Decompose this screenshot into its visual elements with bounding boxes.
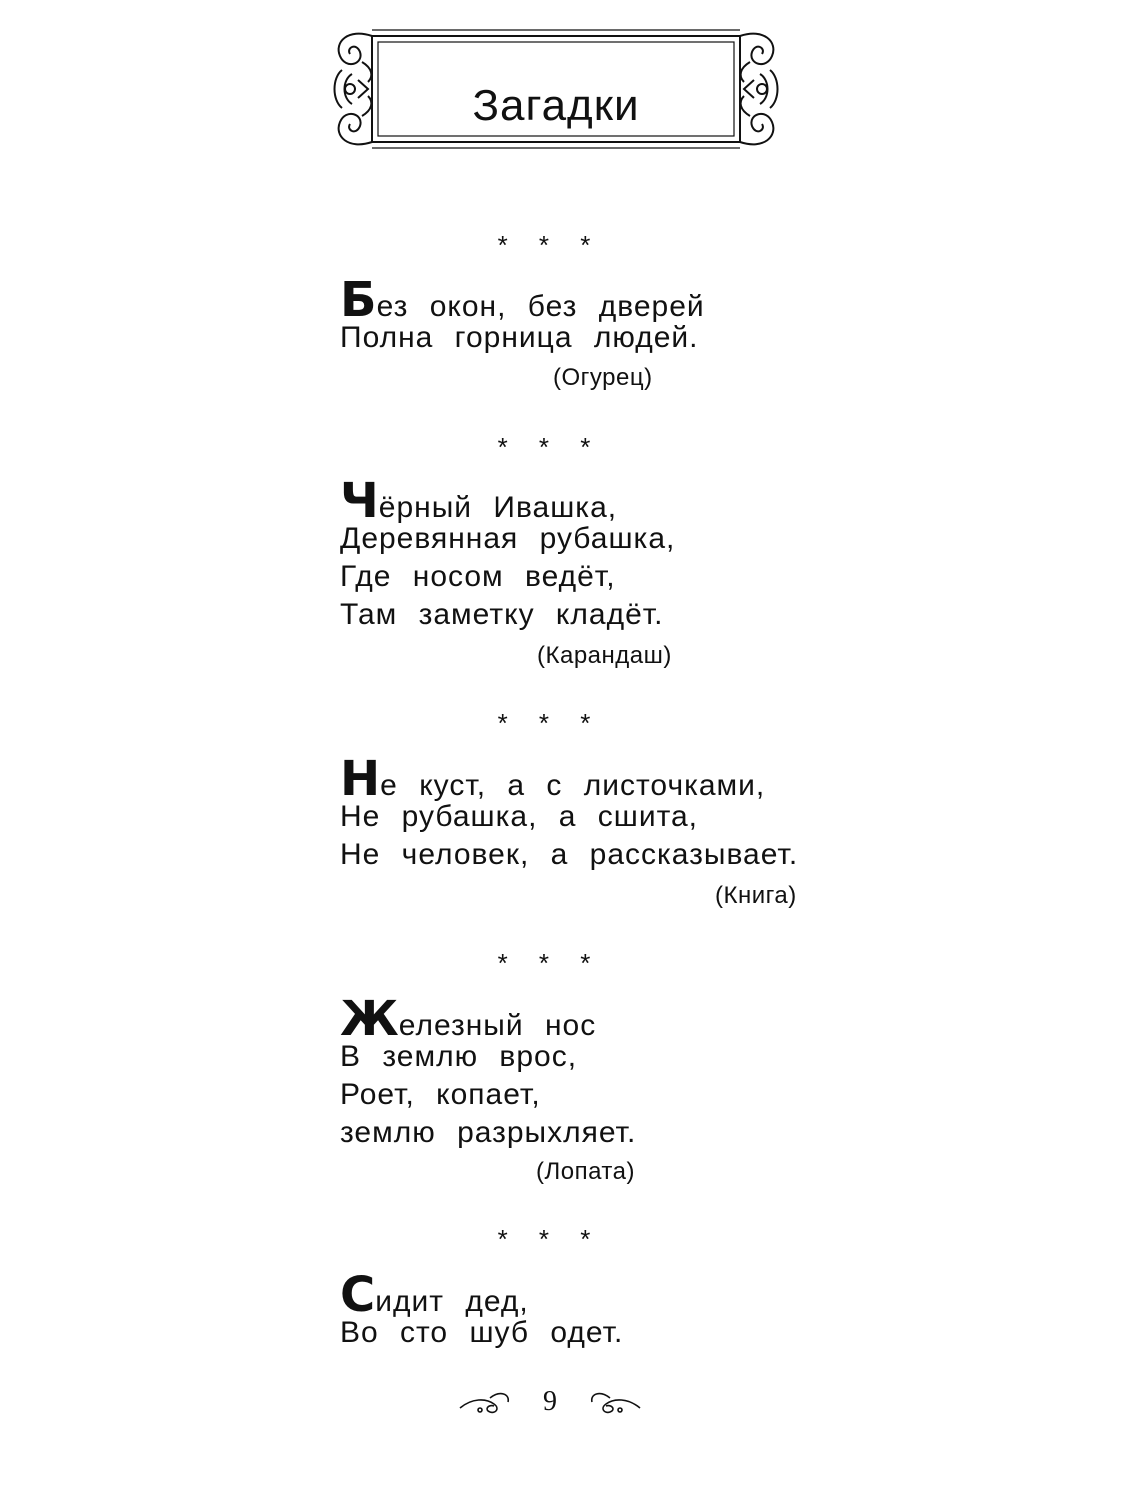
drop-cap: Н bbox=[340, 751, 381, 807]
separator-stars: * * * bbox=[497, 230, 603, 260]
riddle-3 bbox=[340, 751, 840, 874]
riddle-line: Не рубашка, а сшита, bbox=[340, 800, 699, 833]
drop-cap: Ч bbox=[340, 473, 379, 529]
riddle-first-line: Без окон, без дверей bbox=[340, 272, 705, 328]
riddle-line: В землю врос, bbox=[340, 1040, 578, 1073]
separator-stars: * * * bbox=[497, 708, 603, 738]
separator-stars: * * * bbox=[497, 1224, 603, 1254]
riddle-line: Не человек, а рассказывает. bbox=[340, 838, 799, 871]
drop-cap: Б bbox=[340, 272, 377, 328]
riddle-answer: (Карандаш) bbox=[537, 642, 672, 669]
drop-cap: С bbox=[340, 1267, 376, 1323]
riddle-answer: (Лопата) bbox=[536, 1158, 635, 1185]
riddle-line: Деревянная рубашка, bbox=[340, 522, 676, 555]
riddle-line: Там заметку кладёт. bbox=[340, 598, 664, 631]
riddle-1 bbox=[340, 272, 840, 357]
separator-stars: * * * bbox=[497, 432, 603, 462]
riddle-answer: (Огурец) bbox=[553, 364, 653, 391]
riddle-first-line: Не куст, а с листочками, bbox=[340, 751, 766, 807]
page-footer bbox=[450, 1380, 650, 1420]
drop-cap: Ж bbox=[340, 991, 399, 1047]
riddle-first-line: Сидит дед, bbox=[340, 1267, 529, 1323]
riddle-line: Во сто шуб одет. bbox=[340, 1316, 624, 1349]
riddle-answer: (Книга) bbox=[715, 882, 797, 909]
riddle-line: Роет, копает, bbox=[340, 1078, 541, 1111]
separator-stars: * * * bbox=[497, 948, 603, 978]
riddle-5 bbox=[340, 1267, 840, 1352]
title-frame bbox=[328, 22, 784, 156]
riddle-2 bbox=[340, 473, 840, 634]
riddle-first-line: Чёрный Ивашка, bbox=[340, 473, 618, 529]
riddle-line: Полна горница людей. bbox=[340, 321, 699, 354]
riddle-4 bbox=[340, 991, 840, 1152]
page-title: Загадки bbox=[472, 81, 640, 130]
riddle-line: землю разрыхляет. bbox=[340, 1116, 637, 1149]
page-number: 9 bbox=[543, 1386, 557, 1417]
riddle-line: Где носом ведёт, bbox=[340, 560, 616, 593]
riddle-first-line: Железный нос bbox=[340, 991, 597, 1047]
